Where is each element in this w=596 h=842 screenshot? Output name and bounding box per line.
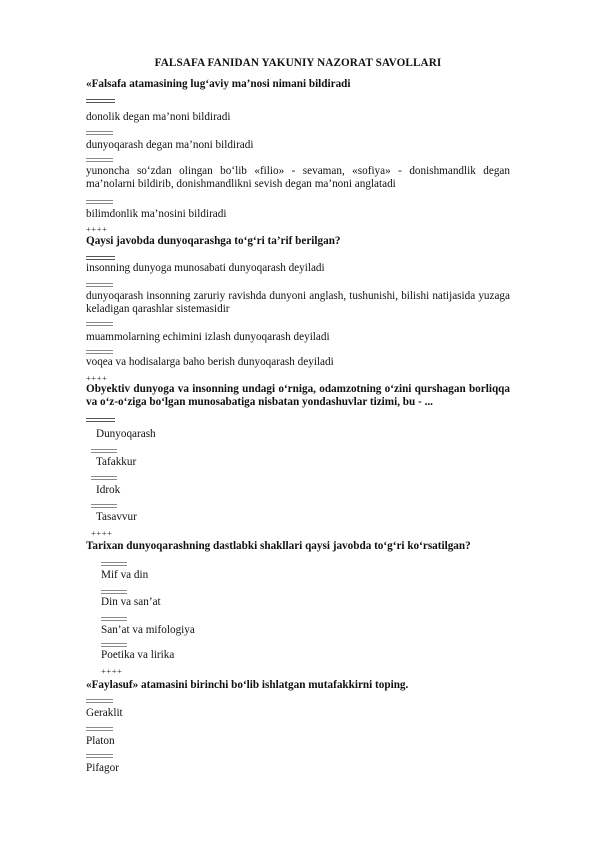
answer-1-4: bilimdonlik ma’nosini bildiradi	[86, 208, 227, 220]
question-4-text: Tarixan dunyoqarashning dastlabki shakllari qaysi javobda to‘g‘ri ko‘rsatilgan?	[86, 540, 471, 552]
separator	[91, 476, 117, 482]
answer-1-2: dunyoqarash degan ma’noni bildiradi	[86, 139, 254, 151]
answer-1-1: donolik degan ma’noni bildiradi	[86, 111, 231, 123]
answer-3-3: Idrok	[96, 484, 121, 496]
question-2-text: Qaysi javobda dunyoqarashga to‘g‘ri ta’rif berilgan?	[86, 235, 341, 247]
answer-3-1: Dunyoqarash	[96, 428, 156, 440]
answer-4-2: Din va san’at	[101, 596, 161, 608]
correct-marker: ++++	[91, 528, 113, 538]
answer-2-4: voqea va hodisalarga baho berish dunyoqarash deyiladi	[86, 356, 334, 368]
question-1-text: «Falsafa atamasining lug‘aviy ma’nosi nimani bildiradi	[86, 78, 351, 90]
answer-2-2: dunyoqarash insonning zaruriy ravishda dunyoni anglash, tushunishi, bilishi natijasida yuzaga keladigan qarashlar sistemasidir	[86, 290, 510, 315]
separator	[86, 699, 113, 705]
separator	[101, 562, 127, 568]
separator	[86, 200, 113, 206]
correct-marker: ++++	[86, 373, 108, 383]
correct-marker: ++++	[101, 666, 123, 676]
answer-4-4: Poetika va lirika	[101, 649, 175, 661]
answer-5-3: Pifagor	[86, 762, 119, 774]
separator	[86, 99, 115, 105]
document-title: FALSAFA FANIDAN YAKUNIY NAZORAT SAVOLLARI	[154, 57, 442, 69]
separator	[86, 754, 113, 760]
answer-5-2: Platon	[86, 735, 115, 747]
question-5-text: «Faylasuf» atamasini birinchi bo‘lib ishlatgan mutafakkirni toping.	[86, 679, 409, 691]
separator	[91, 449, 117, 455]
question-3-text: Obyektiv dunyoga va insonning undagi o‘rniga, odamzotning o‘zini qurshagan borliqqa va o‘z-o‘ziga bo‘lgan munosabatiga nisbatan yondashuvlar tizimi, bu - ...	[86, 383, 510, 408]
answer-4-3: San’at va mifologiya	[101, 624, 195, 636]
separator	[91, 504, 117, 510]
separator	[86, 322, 113, 328]
answer-1-3: yunoncha so‘zdan olingan bo‘lib «filio» - sevaman, «sofiya» - donishmandlik degan ma’nolarni bildirib, donishmandlikni sevish degan ma’noni anglatadi	[86, 165, 510, 190]
answer-3-4: Tasavvur	[96, 511, 137, 523]
answer-3-2: Tafakkur	[96, 456, 137, 468]
separator	[86, 727, 113, 733]
separator	[101, 617, 127, 623]
separator	[86, 418, 115, 424]
answer-2-3: muammolarning echimini izlash dunyoqarash deyiladi	[86, 331, 330, 343]
correct-marker: ++++	[86, 224, 108, 234]
answer-5-1: Geraklit	[86, 707, 123, 719]
answer-4-1: Mif va din	[101, 569, 149, 581]
answer-2-1: insonning dunyoga munosabati dunyoqarash deyiladi	[86, 262, 325, 274]
separator	[86, 283, 113, 289]
separator	[86, 158, 113, 164]
separator	[86, 131, 113, 137]
